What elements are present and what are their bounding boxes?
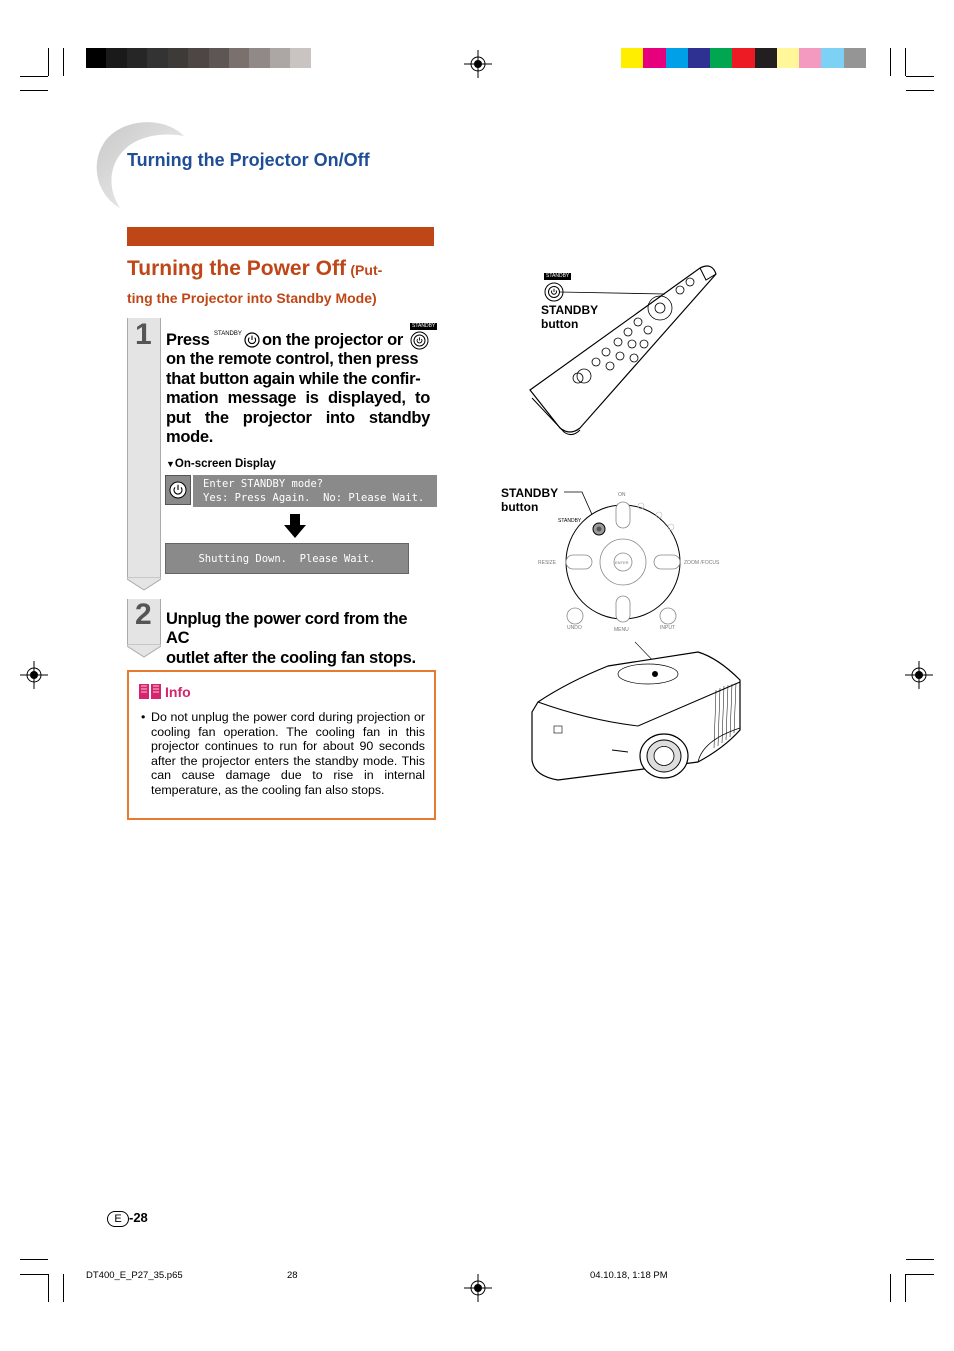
main-title: [127, 257, 427, 306]
standby-tiny-label: STANDBY: [214, 331, 242, 337]
color-swatch: [249, 48, 270, 68]
label-undo: UNDO: [567, 625, 582, 631]
color-swatch: [777, 48, 800, 68]
color-swatch: [209, 48, 230, 68]
info-label: Info: [165, 684, 191, 700]
color-swatch: [688, 48, 711, 68]
color-swatch: [147, 48, 168, 68]
label-zoom-focus: ZOOM /FOCUS: [684, 560, 720, 566]
remote-caption: [541, 303, 598, 331]
color-swatch: [799, 48, 822, 68]
main-title-sub-part2: ting the Projector into Standby Mode): [127, 290, 377, 306]
color-swatch: [188, 48, 209, 68]
control-panel-illustration: [530, 488, 730, 638]
standby-badge: STANDBY: [412, 323, 436, 329]
osd-confirm-message: [193, 475, 437, 507]
arrow-down-icon: [284, 514, 306, 538]
registration-mark-top: [464, 50, 492, 78]
power-button-icon: [244, 332, 260, 348]
step-1-line1-after: on the projector or: [262, 331, 403, 349]
press-label: Press: [166, 331, 210, 349]
label-input: INPUT: [660, 625, 675, 631]
projector-caption-line1: STANDBY: [501, 486, 559, 500]
label-enter: ENTER: [615, 560, 629, 565]
label-on: ON: [618, 492, 626, 498]
registration-mark-bottom: [464, 1274, 492, 1302]
osd-line1: Enter STANDBY mode?: [203, 478, 324, 490]
color-swatch: [643, 48, 666, 68]
info-box: [127, 670, 436, 820]
projector-caption-line2: button: [501, 500, 539, 514]
main-title-text: Turning the Power Off: [127, 257, 346, 280]
color-swatch: [844, 48, 867, 68]
info-text: Do not unplug the power cord during projection or cooling fan operation. The cooling fan in this projector continues to run for about 90 seconds after the projector enters the standby mode. This can cause damage due to rise in internal temperature, as the cooling fan also stops.: [151, 710, 425, 797]
step-1-instructions: [166, 323, 436, 447]
color-swatch: [229, 48, 250, 68]
osd-label: [166, 458, 276, 470]
label-menu: MENU: [614, 627, 629, 633]
color-swatch: [732, 48, 755, 68]
osd-power-icon-box: [165, 475, 191, 505]
step-2-instructions: [166, 610, 434, 668]
remote-caption-line1: STANDBY: [541, 303, 599, 317]
step-2-line1: Unplug the power cord from the AC: [166, 610, 408, 648]
color-swatch: [168, 48, 189, 68]
step-2-number: 2: [135, 598, 152, 631]
osd-confirm-box: [165, 475, 437, 507]
step-1-number: 1: [135, 318, 152, 351]
triangle-down-icon: ▼: [166, 459, 175, 469]
step-2-line2: outlet after the cooling fan stops.: [166, 648, 416, 667]
section-title: Turning the Projector On/Off: [127, 150, 370, 170]
registration-mark-right: [905, 661, 933, 689]
footer-date: 04.10.18, 1:18 PM: [590, 1270, 668, 1281]
page-number-value: -28: [129, 1210, 148, 1225]
page-number: [107, 1210, 148, 1227]
label-standby: STANDBY: [558, 518, 582, 524]
projector-drawing: [528, 630, 748, 785]
color-swatch: [710, 48, 733, 68]
step-1-tab: [127, 318, 161, 578]
info-bullet: •: [141, 710, 146, 724]
main-title-sub-part1: (Put-: [350, 262, 383, 278]
step-1-line4: mation message is displayed, to: [166, 389, 430, 408]
remote-caption-line2: button: [541, 317, 579, 331]
color-swatch: [821, 48, 844, 68]
step-1-line5: put the projector into standby: [166, 408, 430, 427]
footer-file: DT400_E_P27_35.p65: [86, 1270, 183, 1281]
page-letter: E: [107, 1211, 129, 1227]
remote-control-illustration: [520, 260, 740, 440]
color-swatch: [106, 48, 127, 68]
color-swatch: [311, 48, 332, 68]
osd-line2: Yes: Press Again. No: Please Wait.: [203, 492, 425, 504]
osd-label-text: On-screen Display: [174, 458, 276, 470]
footer-page: 28: [287, 1270, 298, 1281]
color-swatch: [666, 48, 689, 68]
step-1-line3: that button again while the confir-: [166, 369, 421, 388]
power-icon: [169, 481, 187, 499]
color-swatch: [621, 48, 644, 68]
step-2-tab-point: [127, 644, 161, 658]
step-1-line2: on the remote control, then press: [166, 350, 419, 369]
step-1-line6: mode.: [166, 428, 214, 447]
registration-mark-left: [20, 661, 48, 689]
color-swatch: [127, 48, 148, 68]
remote-standby-badge: STANDBY: [546, 273, 570, 279]
book-icon: [138, 682, 162, 700]
color-swatch: [86, 48, 107, 68]
label-resize: RESIZE: [538, 560, 557, 566]
section-color-bar: [127, 227, 434, 246]
remote-standby-icon: [410, 331, 429, 350]
color-swatch: [755, 48, 778, 68]
color-swatch: [270, 48, 291, 68]
osd-shutdown-box: [165, 543, 409, 574]
osd-shutdown-text: Shutting Down. Please Wait.: [198, 553, 376, 565]
color-swatch: [290, 48, 311, 68]
step-1-tab-point: [127, 577, 161, 591]
